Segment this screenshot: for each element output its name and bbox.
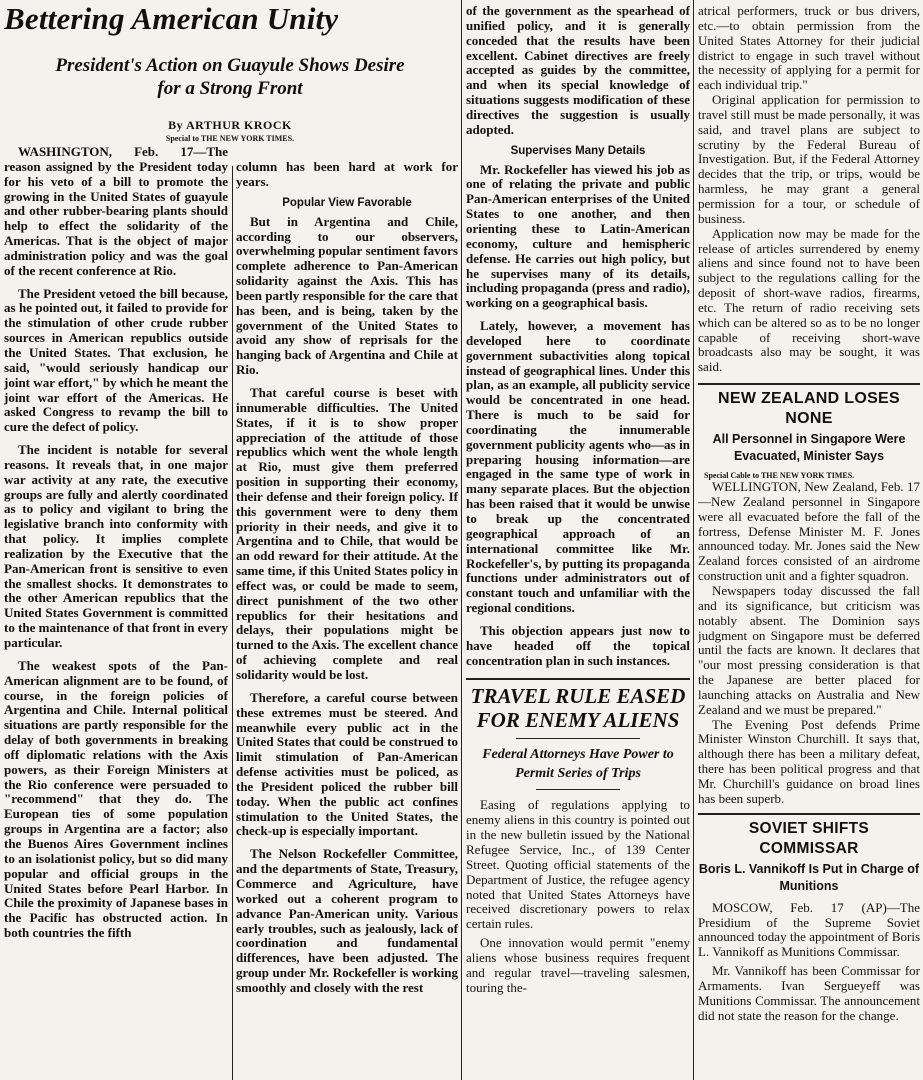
main-deck: President's Action on Guayule Shows Desire for a Strong Front [55,55,405,99]
travel-deck: Federal Attorneys Have Power to Permit Series of Trips [482,747,674,782]
column-3 [466,0,690,1080]
travel-headline-2: FOR ENEMY ALIENS [476,708,680,733]
travel-body [466,798,690,995]
article-body-col4 [698,4,920,375]
main-headline: Bettering American Unity [4,1,339,36]
travel-rule [516,738,640,739]
soviet-body [698,901,920,1024]
special-line: Special to THE NEW YORK TIMES. [165,134,295,143]
column-rule-2 [461,0,462,1080]
paragraph: Easing of regulations applying to enemy aliens in this country is pointed out in the new bulletin issued by the National Refugee Service, Inc., of 139 Center Street. Quoting official statements of the Department of Justice, the refugee agency noted that United States Attorneys have received discretionary powers to relax certain rules. [466,797,690,932]
paragraph: MOSCOW, Feb. 17 (AP)—The Presidium of the Supreme Soviet announced today the appointment of Boris L. Vannikoff as Munitions Commissar. [698,899,920,960]
soviet-headline: SOVIET SHIFTS COMMISSAR [748,819,870,857]
article-body-col3 [466,4,690,668]
travel-rule-2 [536,789,620,790]
paragraph: This objection appears just now to have headed off the topical concentration plan in such instances. [466,622,690,668]
paragraph: The weakest spots of the Pan-American alignment are to be found, of course, in the foreign policies of Argentina and Chile. Internal political situations are partly responsible for the delay of both governments in breaking off diplomatic relations with the Axis powers, as their Foreign Ministers at the Rio conference were persuaded to "recommend" that they do. The European ties of some population groups in Argentina are a factor; also the Buenos Aires Government inclines to an isolationist policy, but so did many popular and official groups in the United States before Pearl Harbor. In Chile the proximity of Japanese bases in the Pacific has obstructed action. In both countries the fifth [4,657,228,941]
nz-headline: NEW ZEALAND LOSES NONE [718,390,900,428]
paragraph: Newspapers today discussed the fall and its significance, but criticism was notably absent. The Dominion says judgment on Singapore must be deferred until the facts are known. It declares that "our most pressing consideration is that the Japanese are better placed for launching attacks on Australia and New Zealand and we must be prepared." [698,583,920,717]
paragraph: The Nelson Rockefeller Committee, and the departments of State, Treasury, Commerce and Agriculture, have worked out a coherent program to advance Pan-American unity. Various early troubles, such as jealously, lack of coordination and fundamental differences, have been adjusted. The group under Mr. Rockefeller is working smoothly and closely with the rest [236,846,458,995]
paragraph: Original application for permission to travel still must be made personally, it was said, and travel plans are subject to scrutiny by the Federal Bureau of Investigation. But, if the Federal Attorney decides that the trip, or trips, would be harmless, he may grant a general permission for a tour, or schedule of business. [698,92,920,226]
paragraph: of the government as the spearhead of unified policy, and it is generally conceded that the results have been excellent. Cabinet directives are freely accepted as guides by the committee, and when its special knowledge of situations suggests modification of these directives the suggestion is usually adopted. [466,3,690,137]
paragraph: The President vetoed the bill because, as he pointed out, it failed to provide for the stimulation of other crude rubber sources in American republics outside the United States. That exclusion, he said, "would seriously handicap our joint war effort," by which he meant the joint war effort of the Americas. He asked Congress to revamp the bill to cure the defect of policy. [4,285,228,435]
paragraph: One innovation would permit "enemy aliens whose business requires frequent and regular travel—traveling salesmen, touring the- [466,935,690,995]
paragraph: Lately, however, a movement has developed here to coordinate government subactivities along topical instead of geographical lines. Under this plan, as an example, all publicity service would be concentrated in one head. There is much to be said for coordinating the innumerable government publicity agents who—as in preparing housing information—are engaged in the same type of work in many separate places. But the objection has been raised that it would be unwise to break up the concentrated geographical approach of an international committee like Mr. Rockefeller's, by putting its propaganda functions under administrators out of constant touch and unfamiliar with the regional conditions. [466,318,690,616]
travel-article [466,684,690,995]
paragraph: The incident is notable for several reasons. It reveals that, in one major war activity at any rate, the executive groups are fully and alertly coordinated as to policy and vigilant to bring the legislative branch into conformity with that policy. It implies complete realization by the Executive that the Pan-American front is sensitive to even the smallest shocks. It demonstrates to the other American republics that the United States Government is committed to the maintenance of that front in every particular. [4,442,228,650]
section-rule [698,813,920,815]
column-2 [236,160,458,1080]
paragraph: Mr. Vannikoff has been Commissar for Armaments. Ivan Sergueyeff was Munitions Commissar. The announcement did not state the reason for the change. [698,963,920,1023]
paragraph: column has been hard at work for years. [236,160,458,189]
nz-body [698,480,920,807]
section-rule [466,678,690,680]
paragraph: WASHINGTON, Feb. 17—The reason assigned by the President today for his veto of a bill to promote the growing in the United States of guayule and other rubber-bearing plants should help to effect the solidarity of the Americas. That is the object of major administration policy and was the goal of the recent conference at Rio. [4,144,228,278]
article-body-col1 [4,145,228,941]
travel-headline-1: TRAVEL RULE EASED [470,684,686,709]
paragraph: That careful course is beset with innumerable difficulties. The United States, if it is to show proper appreciation of the attitude of those republics which went the whole length at Rio, must give them preferred position in supporting their economy, their defense and their foreign policy. If this government were to deny them priority in their needs, and give it to Argentina and to Chile, that would be an odd reward for their attitude. At the same time, if this United States policy in effect was, or could be made to seem, direct punishment of the two other republics for their hesitations and delays, their populations might be turned to the Axis. The excellent chance of achieving complete and real solidarity would be lost. [236,384,458,682]
paragraph: The Evening Post defends Prime Minister Winston Churchill. It says that, although there has been a military defeat, there has been political progress and that Mr. Churchill's guidance on broad lines has been superb. [698,716,920,806]
section-rule [698,383,920,385]
column-4 [698,0,920,1080]
subhead: Supervises Many Details [510,144,646,157]
paragraph: Mr. Rockefeller has viewed his job as one of relating the private and public Pan-American enterprises of the United States to one another, and then orienting these to Latin-American economy, culture and hemispheric defense. He carries out high policy, but he supervises many of its details, including propaganda (press and radio), working on a geographical basis. [466,161,690,311]
article-body-col2 [236,160,458,996]
paragraph: But in Argentina and Chile, according to our observers, overwhelming popular sentiment favors complete adherence to Pan-American solidarity against the Axis. This has been partly responsible for the care that has been, and is being, taken by the government of the United States to avoid any show of reprisals for the hanging back of Argentina and Chile at Rio. [236,213,458,378]
paragraph: atrical performers, truck or bus drivers, etc.—to obtain permission from the United States Attorney for their judicial district to engage in such travel without the necessity of applying for a permit for each individual trip." [698,3,920,93]
nz-deck: All Personnel in Singapore Were Evacuated, Minister Says [712,432,906,464]
subhead: Popular View Favorable [282,196,412,209]
nz-special: Special Cable to THE NEW YORK TIMES. [704,471,855,481]
column-rule-3 [693,0,694,1080]
soviet-article [698,819,920,1024]
byline: By ARTHUR KROCK [168,118,292,132]
nz-article [698,389,920,807]
paragraph: Therefore, a careful course between these extremes must be steered. And meanwhile every public act in the United States that could be construed to limit stimulation of Pan-American defense activities must be policed, as the President policed the rubber bill today. When the public act confines stimulation to the United States, the check-up is especially important. [236,689,458,839]
paragraph: Application now may be made for the release of articles surrendered by enemy aliens and since found not to have been subject to the regulations calling for the deposit of short-wave radios, firearms, etc. The return of radio receiving sets which can be altered so as to be no longer capable of receiving short-wave broadcasts also may be sought, it was said. [698,225,920,375]
paragraph: WELLINGTON, New Zealand, Feb. 17—New Zealand personnel in Singapore were all evacuated before the fall of the fortress, Defense Minister M. F. Jones announced today. Mr. Jones said the New Zealand forces consisted of an airdrome construction unit and a fighter squadron. [698,479,920,584]
soviet-deck: Boris L. Vannikoff Is Put in Charge of Munitions [698,861,920,893]
